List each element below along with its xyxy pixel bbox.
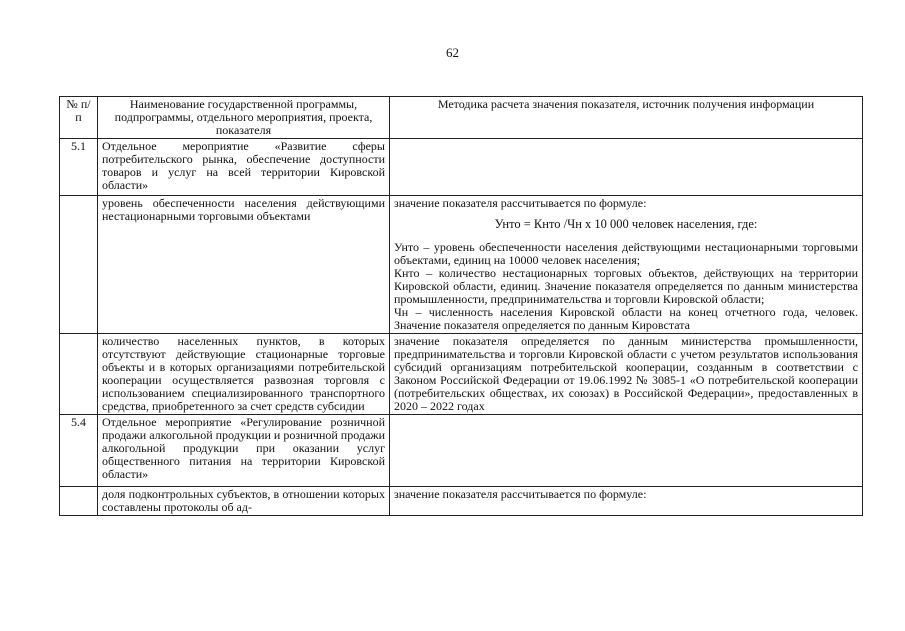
row-method — [390, 196, 863, 334]
table-row — [60, 415, 863, 487]
definition-chn: Чн – численность населения Кировской области на конец отчетного года, человек. Значение показателя определяется по данным Кировстата — [394, 305, 858, 332]
row-num: 5.1 — [60, 139, 98, 196]
row-num — [60, 196, 98, 334]
header-name: Наименование государственной программы, подпрограммы, отдельного мероприятия, проекта, показателя — [98, 97, 390, 139]
table-row — [60, 139, 863, 196]
page-number: 62 — [446, 45, 459, 60]
row-num — [60, 334, 98, 415]
row-method — [390, 139, 863, 196]
row-name: Отдельное мероприятие «Развитие сферы потребительского рынка, обеспечение доступности товаров и услуг на всей территории Кировской области» — [98, 139, 390, 196]
row-name: уровень обеспеченности населения действующими нестационарными торговыми объектами — [98, 196, 390, 334]
definition-knto: Кнто – количество нестационарных торговых объектов, действующих на территории Кировской области, единиц. Значение показателя определяется по данным министерства промышленности, предпринимательства и торговли Кировской области; — [394, 266, 858, 306]
row-method — [390, 415, 863, 487]
row-num: 5.4 — [60, 415, 98, 487]
definition-unto: Унто – уровень обеспеченности населения действующими нестационарными торговыми объектами, единиц на 10000 человек населения; — [394, 240, 858, 267]
row-method: значение показателя определяется по данным министерства промышленности, предпринимательства и торговли Кировской области с учетом результатов использования субсидий организациям потребительской кооперации, созданным в соответствии с Законом Российской Федерации от 19.06.1992 № 3085-1 «О потребительской кооперации (потребительских обществах, их союзах) в Российской Федерации», предоставленных в 2020 – 2022 годах — [390, 334, 863, 415]
row-name: количество населенных пунктов, в которых отсутствуют действующие стационарные торговые объекты и в которых организациями потребительской кооперации осуществляется развозная торговля с использованием специализированного транспортного средства, приобретенного за счет средств субсидии — [98, 334, 390, 415]
formula: Унто = Кнто /Чн х 10 000 человек населения, где: — [494, 217, 758, 231]
table-row — [60, 334, 863, 415]
table-row — [60, 196, 863, 334]
table-row — [60, 487, 863, 516]
row-name: доля подконтрольных субъектов, в отношении которых составлены протоколы об ад- — [98, 487, 390, 516]
indicator-methodology-table — [59, 96, 863, 516]
header-method: Методика расчета значения показателя, источник получения информации — [390, 97, 863, 139]
method-intro: значение показателя рассчитывается по формуле: — [394, 196, 647, 210]
header-num: № п/п — [60, 97, 98, 139]
row-method: значение показателя рассчитывается по формуле: — [390, 487, 863, 516]
row-num — [60, 487, 98, 516]
table-header-row — [60, 97, 863, 139]
row-name: Отдельное мероприятие «Регулирование розничной продажи алкогольной продукции и розничной продажи алкогольной продукции при оказании услуг общественного питания на территории Кировской области» — [98, 415, 390, 487]
